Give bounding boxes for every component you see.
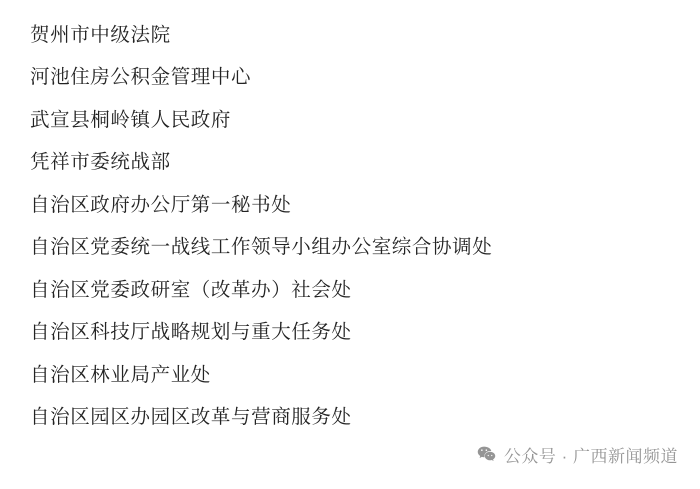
list-item: 自治区政府办公厅第一秘书处	[30, 194, 292, 216]
list-item: 武宣县桐岭镇人民政府	[30, 109, 232, 131]
list-item: 自治区园区办园区改革与营商服务处	[30, 407, 352, 428]
list-item: 自治区党委统一战线工作领导小组办公室综合协调处	[30, 237, 493, 258]
list-item: 自治区林业局产业处	[30, 364, 211, 386]
list-item: 贺州市中级法院	[30, 24, 171, 46]
wechat-icon	[476, 444, 497, 465]
watermark	[476, 442, 678, 467]
watermark-text: 公众号 · 广西新闻频道	[503, 447, 678, 466]
list-item: 自治区党委政研室（改革办）社会处	[30, 279, 352, 301]
list-item: 自治区科技厅战略规划与重大任务处	[30, 322, 352, 343]
list-item: 凭祥市委统战部	[30, 152, 171, 173]
list-item: 河池住房公积金管理中心	[30, 67, 252, 88]
